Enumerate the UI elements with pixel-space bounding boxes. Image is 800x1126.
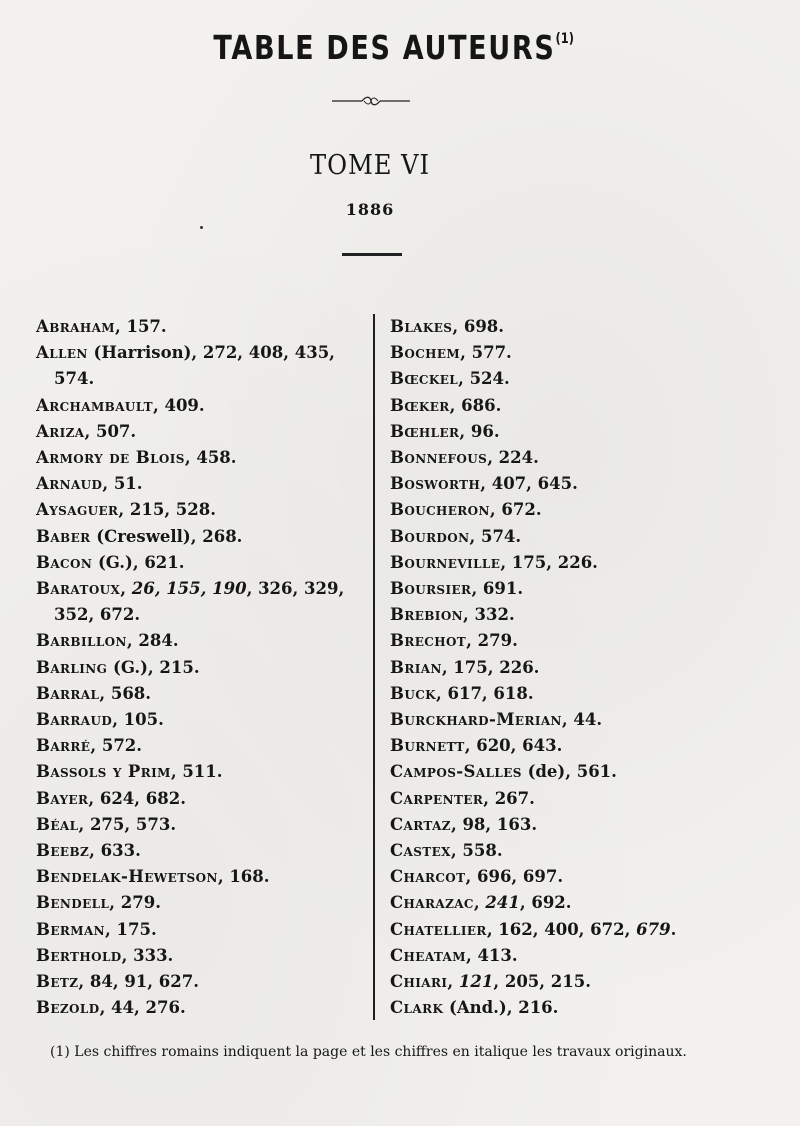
page-refs: , 333. <box>121 945 174 965</box>
page-refs: , 413. <box>465 945 518 965</box>
author-entry <box>390 314 770 340</box>
page-refs: , 98, 163. <box>450 814 538 834</box>
author-entry <box>36 838 368 864</box>
author-name: Betz <box>36 972 79 992</box>
author-name: Barling <box>36 657 108 677</box>
author-name: Armory de Blois <box>36 448 185 468</box>
page-refs: , 409. <box>152 395 205 415</box>
author-name: Barraud <box>36 710 113 730</box>
author-entry <box>390 366 770 392</box>
author-name: Burckhard-Merian <box>390 710 562 730</box>
author-entry <box>36 812 368 838</box>
author-name: Barré <box>36 736 91 756</box>
author-entry <box>36 917 368 943</box>
page-refs: , 215, 528. <box>118 500 216 520</box>
author-name: Baber <box>36 526 91 546</box>
author-column-right <box>390 314 770 1021</box>
author-entry <box>390 471 770 497</box>
author-entry <box>390 655 770 681</box>
footnote-marker: (1) <box>555 31 575 47</box>
author-name: Brechot <box>390 631 467 651</box>
page-refs-continued: 352, 672. <box>54 605 141 625</box>
author-entry <box>36 864 368 890</box>
author-name: Campos-Salles <box>390 762 522 782</box>
page-refs: , 558. <box>450 841 503 861</box>
author-name: Brebion <box>390 605 464 625</box>
page-refs: , 692. <box>519 893 572 913</box>
page-refs: , 696, 697. <box>465 867 564 887</box>
page-refs: , 162, 400, 672, <box>486 919 637 939</box>
page-refs: , 326, 329, <box>246 579 345 599</box>
author-name: Aysaguer <box>36 500 119 520</box>
author-name: Bourdon <box>390 526 470 546</box>
page-refs: (Creswell), 268. <box>90 526 243 546</box>
original-work-refs: 26, 155, 190 <box>131 579 247 599</box>
page-refs: , 175, 226. <box>441 657 540 677</box>
author-name: Charcot <box>390 867 466 887</box>
year-heading: 1886 <box>345 200 395 219</box>
page-refs: , 624, 682. <box>88 788 186 808</box>
page-refs: , 407, 645. <box>480 474 578 494</box>
author-name: Bochem <box>390 343 461 363</box>
author-name: Arnaud <box>36 474 103 494</box>
author-name: Barbillon <box>36 631 127 651</box>
page-refs: , 275, 573. <box>78 814 177 834</box>
page-refs: , <box>120 579 132 599</box>
column-divider <box>373 314 375 1020</box>
author-name: Buck <box>390 683 436 703</box>
title-text: TABLE DES AUTEURS <box>213 28 556 67</box>
author-name: Bendelak-Hewetson <box>36 867 218 887</box>
author-name: Bœhler <box>390 421 460 441</box>
author-entry <box>36 471 368 497</box>
page-refs: , 175. <box>105 919 157 939</box>
page-refs: , 44. <box>561 710 603 730</box>
author-entry <box>36 314 368 340</box>
author-entry <box>36 707 368 733</box>
page-refs: , 279. <box>466 631 518 651</box>
author-name: Bassols y Prim <box>36 762 171 782</box>
author-name: Bourneville <box>390 552 501 572</box>
page-refs: , 51. <box>102 474 143 494</box>
author-name: Beebz <box>36 841 90 861</box>
page-refs: , 620, 643. <box>464 736 563 756</box>
author-entry <box>36 995 368 1021</box>
page-refs: (G.), 621. <box>92 552 185 572</box>
page-refs: (G.), 215. <box>107 657 200 677</box>
author-entry <box>36 786 368 812</box>
author-entry <box>390 707 770 733</box>
author-entry <box>36 550 368 576</box>
author-entry <box>36 759 368 785</box>
author-name: Bonnefous <box>390 448 488 468</box>
original-work-refs: 121 <box>458 972 494 992</box>
author-name: Bosworth <box>390 474 481 494</box>
page-refs: , 279. <box>109 893 161 913</box>
author-entry <box>36 419 368 445</box>
author-name: Carpenter <box>390 788 484 808</box>
ornament-divider-icon <box>330 94 412 108</box>
page-refs: , 458. <box>184 448 237 468</box>
page-refs: , 205, 215. <box>493 972 591 992</box>
author-entry <box>36 497 368 523</box>
author-entry <box>390 812 770 838</box>
author-name: Charazac <box>390 893 474 913</box>
author-entry <box>390 340 770 366</box>
author-name: Abraham <box>36 317 115 336</box>
author-name: Bœckel <box>390 369 459 389</box>
author-entry <box>36 733 368 759</box>
page-refs: , 507. <box>84 421 137 441</box>
page-refs: , <box>447 972 459 992</box>
author-entry <box>390 943 770 969</box>
author-entry <box>390 681 770 707</box>
author-name: Clark <box>390 998 444 1018</box>
page-refs: , 44, 276. <box>99 998 186 1018</box>
page-refs: , <box>473 893 486 913</box>
page-refs: , 568. <box>99 683 152 703</box>
author-entry <box>390 864 770 890</box>
tome-heading: TOME VI <box>310 150 430 181</box>
page-refs: , 105. <box>112 710 164 730</box>
author-entry <box>36 393 368 419</box>
author-name: Bœker <box>390 395 450 415</box>
author-name: Baratoux <box>36 579 121 599</box>
page-refs: (And.), 216. <box>443 998 559 1018</box>
author-entry <box>36 524 368 550</box>
author-name: Berthold <box>36 945 122 965</box>
author-name: Burnett <box>390 736 465 756</box>
author-entry <box>36 969 368 995</box>
author-entry <box>390 969 770 995</box>
page-refs: , 157. <box>114 317 167 336</box>
author-entry <box>390 759 770 785</box>
page-refs: , 633. <box>89 841 141 861</box>
author-entry <box>390 628 770 654</box>
page-refs: , 284. <box>126 631 179 651</box>
page-refs: , 617, 618. <box>436 683 534 703</box>
author-entry <box>36 340 368 392</box>
speck <box>200 226 203 229</box>
author-entry <box>390 890 770 916</box>
author-entry <box>390 393 770 419</box>
author-name: Bacon <box>36 552 93 572</box>
author-entry <box>36 655 368 681</box>
author-name: Cartaz <box>390 814 451 834</box>
page-refs: , 698. <box>452 317 505 336</box>
page-refs: , 572. <box>90 736 143 756</box>
author-name: Bayer <box>36 788 89 808</box>
page-refs: . <box>670 919 677 939</box>
author-entry <box>36 445 368 471</box>
author-column-left <box>36 314 368 1021</box>
page-refs: , 175, 226. <box>500 552 598 572</box>
page-refs: , 168. <box>217 867 270 887</box>
original-work-refs: 679 <box>636 919 671 939</box>
page-refs: , 224. <box>487 448 539 468</box>
author-entry <box>390 917 770 943</box>
author-name: Archambault <box>36 395 153 415</box>
author-entry <box>390 445 770 471</box>
author-name: Barral <box>36 683 100 703</box>
page-refs: , 577. <box>460 343 512 363</box>
author-entry <box>390 733 770 759</box>
page-refs: , 672. <box>489 500 542 520</box>
original-work-refs: 241 <box>485 893 520 913</box>
author-entry <box>390 786 770 812</box>
page-title <box>66 28 722 67</box>
author-entry <box>390 550 770 576</box>
author-entry <box>36 576 368 628</box>
page-refs: , 574. <box>469 526 522 546</box>
author-name: Brian <box>390 657 442 677</box>
author-name: Ariza <box>36 421 85 441</box>
author-entry <box>390 576 770 602</box>
author-name: Chatellier <box>390 919 487 939</box>
page-refs: , 84, 91, 627. <box>78 972 199 992</box>
author-entry <box>36 681 368 707</box>
author-entry <box>390 524 770 550</box>
page-refs: , 691. <box>471 579 524 599</box>
page-refs: , 332. <box>463 605 515 625</box>
heading-rule <box>342 253 402 256</box>
author-name: Allen <box>36 343 88 363</box>
page-refs: (de), 561. <box>521 762 617 782</box>
author-entry <box>390 838 770 864</box>
page-refs: , 267. <box>483 788 535 808</box>
author-name: Bendell <box>36 893 110 913</box>
author-name: Blakes <box>390 317 453 336</box>
author-name: Bezold <box>36 998 100 1018</box>
page-refs: , 524. <box>458 369 510 389</box>
author-name: Boucheron <box>390 500 490 520</box>
page-refs: , 686. <box>449 395 502 415</box>
author-name: Chiari <box>390 972 448 992</box>
page-refs: (Harrison), 272, 408, 435, <box>87 343 335 363</box>
author-entry <box>390 995 770 1021</box>
footnote: (1) Les chiffres romains indiquent la page et les chiffres en italique les travaux originaux. <box>50 1044 687 1060</box>
author-entry <box>390 419 770 445</box>
page-refs: , 96. <box>459 421 500 441</box>
author-name: Cheatam <box>390 945 466 965</box>
author-name: Berman <box>36 919 106 939</box>
page-refs: , 511. <box>170 762 223 782</box>
author-name: Béal <box>36 814 79 834</box>
page-refs-continued: 574. <box>54 369 95 389</box>
author-entry <box>36 943 368 969</box>
author-entry <box>36 890 368 916</box>
author-entry <box>36 628 368 654</box>
author-entry <box>390 497 770 523</box>
author-entry <box>390 602 770 628</box>
author-name: Boursier <box>390 579 472 599</box>
author-name: Castex <box>390 841 451 861</box>
